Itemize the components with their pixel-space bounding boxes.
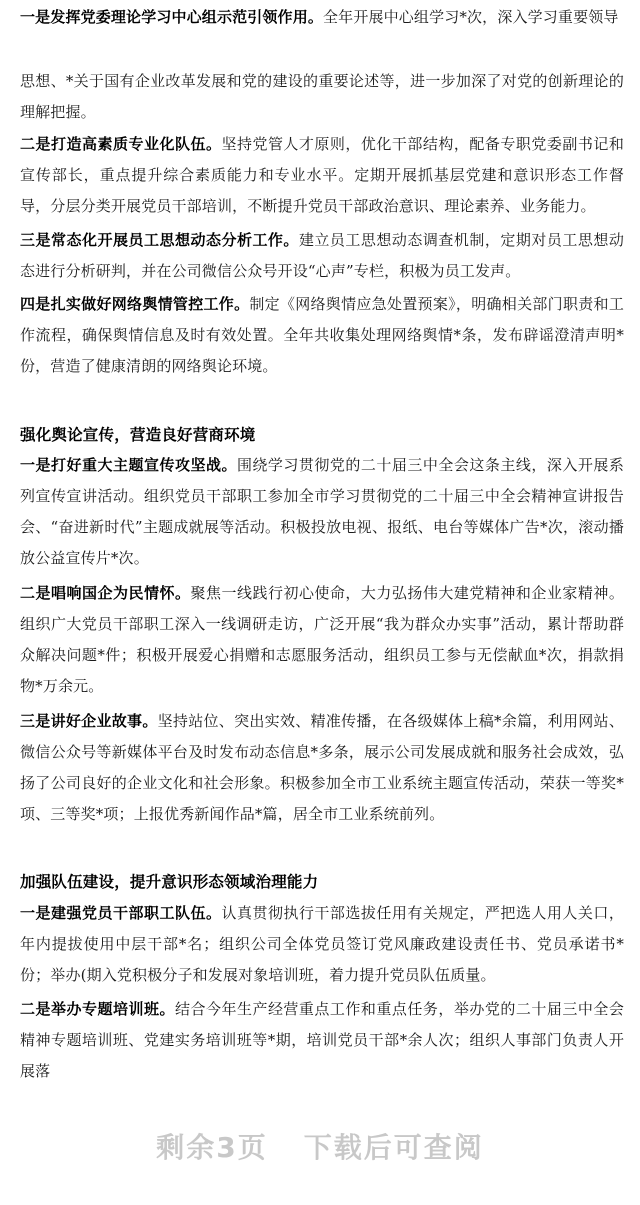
paragraph-professional-team [20, 129, 624, 222]
paragraph-text: 围绕学习贯彻党的二十届三中全会这条主线，深入开展系列宣传宣讲活动。组织党员干部职工参加全市学习贯彻党的二十届三中全会精神宣讲报告会、“奋进新时代”主题成就展等活动。积极投放电视、报纸、电台等媒体广告*次，滚动播放公益宣传片*次。 [20, 456, 624, 567]
paragraph-people-sentiment [20, 578, 624, 702]
paragraph-text: 坚持党管人才原则，优化干部结构，配备专职党委副书记和宣传部长，重点提升综合素质能力和专业水平。定期开展抓基层党建和意识形态工作督导，分层分类开展党员干部培训，不断提升党员干部政治意识、理论素养、业务能力。 [20, 135, 625, 215]
paragraph-network-opinion [20, 289, 624, 382]
paragraph-lead: 二是打造高素质专业化队伍。 [20, 135, 222, 153]
paragraph-lead: 三是常态化开展员工思想动态分析工作。 [20, 231, 299, 249]
paragraph-employee-thought [20, 225, 624, 287]
paragraph-major-theme [20, 450, 624, 574]
paragraph-text: 建立员工思想动态调查机制，定期对员工思想动态进行分析研判，并在公司微信公众号开设“心声”专栏，积极为员工发声。 [20, 231, 625, 280]
paragraph-text: 坚持站位、突出实效、精准传播，在各级媒体上稿*余篇，利用网站、微信公众号等新媒体平台及时发布动态信息*多条，展示公司发展成就和服务社会成效，弘扬了公司良好的企业文化和社会形象。积极参加全市工业系统主题宣传活动，荣获一等奖*项、三等奖*项；上报优秀新闻作品*篇，居全市工业系统前列。 [20, 712, 624, 823]
paragraph-training-class [20, 994, 624, 1087]
paragraph-theory-study-line1 [20, 2, 624, 33]
paragraph-lead: 一是打好重大主题宣传攻坚战。 [20, 456, 237, 474]
paragraph-text: 思想、*关于国有企业改革发展和党的建设的重要论述等，进一步加深了对党的创新理论的理解把握。 [20, 72, 624, 121]
remaining-pages-text: 剩余3页 [156, 1131, 268, 1164]
section-heading-publicity: 强化舆论宣传，营造良好营商环境 [20, 425, 256, 444]
paragraph-text: 认真贯彻执行干部选拔任用有关规定，严把选人用人关口，年内提拔使用中层干部*名；组织公司全体党员签订党风廉政建设责任书、党员承诺书*份；举办(期入党积极分子和发展对象培训班，着力提升党员队伍质量。 [20, 904, 625, 984]
remaining-pages-notice [0, 1126, 640, 1166]
paragraph-lead: 一是建强党员干部职工队伍。 [20, 904, 222, 922]
paragraph-cadre-team [20, 898, 624, 991]
paragraph-text: 结合今年生产经营重点工作和重点任务，举办党的二十届三中全会精神专题培训班、党建实务培训班等*期，培训党员干部*余人次；组织人事部门负责人开展落 [20, 1000, 624, 1080]
paragraph-lead: 三是讲好企业故事。 [20, 712, 158, 730]
paragraph-text: 聚焦一线践行初心使命，大力弘扬伟大建党精神和企业家精神。组织广大党员干部职工深入一线调研走访，广泛开展“我为群众办实事”活动，累计帮助群众解决问题*件；积极开展爱心捐赠和志愿服务活动，组织员工参与无偿献血*次，捐款捐物*万余元。 [20, 584, 625, 695]
paragraph-text: 制定《网络舆情应急处置预案》，明确相关部门职责和工作流程，确保舆情信息及时有效处置。全年共收集处理网络舆情*条，发布辟谣澄清声明*份，营造了健康清朗的网络舆论环境。 [20, 295, 624, 375]
paragraph-lead: 一是发挥党委理论学习中心组示范引领作用。 [20, 8, 324, 26]
paragraph-lead: 二是举办专题培训班。 [20, 1000, 175, 1018]
paragraph-lead: 四是扎实做好网络舆情管控工作。 [20, 295, 250, 313]
download-to-view-text: 下载后可查阅 [303, 1131, 484, 1164]
paragraph-lead: 二是唱响国企为民情怀。 [20, 584, 191, 602]
paragraph-company-story [20, 706, 624, 830]
paragraph-text: 全年开展中心组学习*次，深入学习重要领导 [323, 8, 619, 26]
section-heading-team-building: 加强队伍建设，提升意识形态领域治理能力 [20, 872, 319, 891]
paragraph-theory-study-line2 [20, 66, 624, 128]
